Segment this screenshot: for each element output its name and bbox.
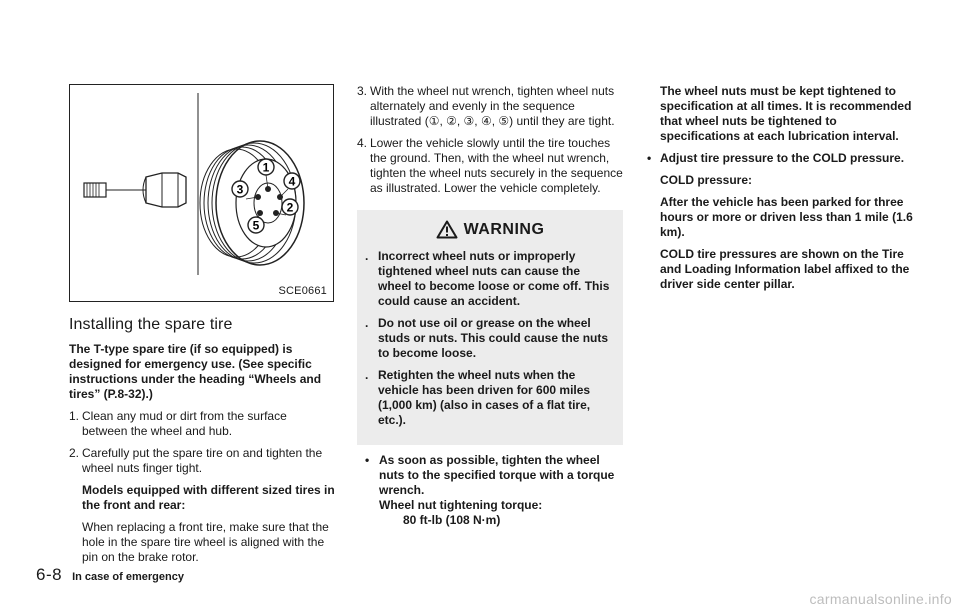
wheel-nut-figure: [69, 84, 334, 302]
figure-code: SCE0661: [278, 285, 327, 297]
middle-column: [357, 84, 623, 528]
lug-nut-drawing: [84, 173, 186, 207]
right-column: [647, 84, 913, 299]
watermark: carmanualsonline.info: [809, 591, 952, 607]
callout-2: [282, 199, 298, 215]
tightening-note: The wheel nuts must be kept tightened to specification at all times. It is recommended that wheel nuts be tightened to specifications at each lubrication interval.: [660, 84, 912, 143]
step-text: With the wheel nut wrench, tighten wheel nuts alternately and evenly in the sequence illustrated (①, ②, ③, ④, ⑤) until they are tight.: [370, 84, 615, 128]
torque-section: [357, 453, 623, 528]
warning-item: . Incorrect wheel nuts or improperly tightened wheel nuts can cause the wheel to become loose or come off. This could cause an accident.: [365, 249, 610, 308]
warning-triangle-icon: [436, 220, 458, 239]
step-2: [69, 446, 335, 476]
warning-header: [365, 220, 615, 239]
step-text: Clean any mud or dirt from the surface between the wheel and hub.: [82, 409, 287, 438]
step-1: [69, 409, 335, 439]
callout-3: [232, 181, 248, 197]
callout-1-label: 1: [262, 160, 270, 175]
cold-pressure-info: COLD tire pressures are shown on the Tire and Loading Information label affixed to the driver side center pillar.: [660, 247, 910, 291]
page-footer: [36, 565, 184, 585]
warning-item: . Retighten the wheel nuts when the vehicle has been driven for 600 miles (1,000 km) (also in cases of a flat tire, etc.).: [365, 368, 591, 427]
warning-item: . Do not use oil or grease on the wheel studs or nuts. This could cause the nuts to become loose.: [365, 316, 609, 360]
callout-4: [284, 173, 300, 189]
step-number: 3.: [357, 84, 368, 98]
step-2-sub-heading: Models equipped with different sized tires in the front and rear:: [82, 483, 335, 512]
pressure-bullet: • Adjust tire pressure to the COLD pressure.: [647, 151, 905, 165]
callout-4-label: 4: [288, 174, 296, 189]
step-text: Carefully put the spare tire on and tighten the wheel nuts finger tight.: [82, 446, 323, 475]
callout-5-label: 5: [252, 218, 260, 233]
warning-list: [365, 249, 615, 428]
step-number: 4.: [357, 136, 368, 150]
wheel-nut-illustration: [70, 85, 335, 303]
cold-pressure-label: COLD pressure:: [660, 173, 753, 187]
callout-5: [248, 217, 264, 233]
torque-value: 80 ft-lb (108 N·m): [403, 513, 501, 527]
torque-label: Wheel nut tightening torque:: [379, 498, 543, 512]
step-4: [357, 136, 623, 196]
page-number: 6-8: [36, 565, 63, 584]
step-number: 2.: [69, 446, 80, 460]
callout-1: [258, 159, 274, 175]
section-title: Installing the spare tire: [69, 316, 233, 333]
cold-pressure-definition: After the vehicle has been parked for three hours or more or driven less than 1 mile (1.6 km).: [660, 195, 913, 239]
step-number: 1.: [69, 409, 80, 423]
torque-bullet: • As soon as possible, tighten the wheel nuts to the specified torque with a torque wrench.: [365, 453, 615, 497]
step-text: Lower the vehicle slowly until the tire touches the ground. Then, with the wheel nut wrench, tighten the wheel nuts securely in the sequence as illustrated. Lower the vehicle completely.: [370, 136, 623, 195]
warning-box: [357, 210, 623, 445]
intro-paragraph: The T-type spare tire (if so equipped) is designed for emergency use. (See specific instructions under the heading “Wheels and tires” (P.8-32).): [69, 342, 322, 401]
step-2-sub-text: When replacing a front tire, make sure that the hole in the spare tire wheel is aligned with the pin on the brake rotor.: [82, 520, 329, 564]
warning-title: WARNING: [463, 220, 545, 238]
step-3: [357, 84, 623, 129]
callout-3-label: 3: [236, 182, 244, 197]
chapter-title: In case of emergency: [72, 571, 184, 583]
left-column: [69, 84, 335, 572]
callout-2-label: 2: [286, 200, 294, 215]
